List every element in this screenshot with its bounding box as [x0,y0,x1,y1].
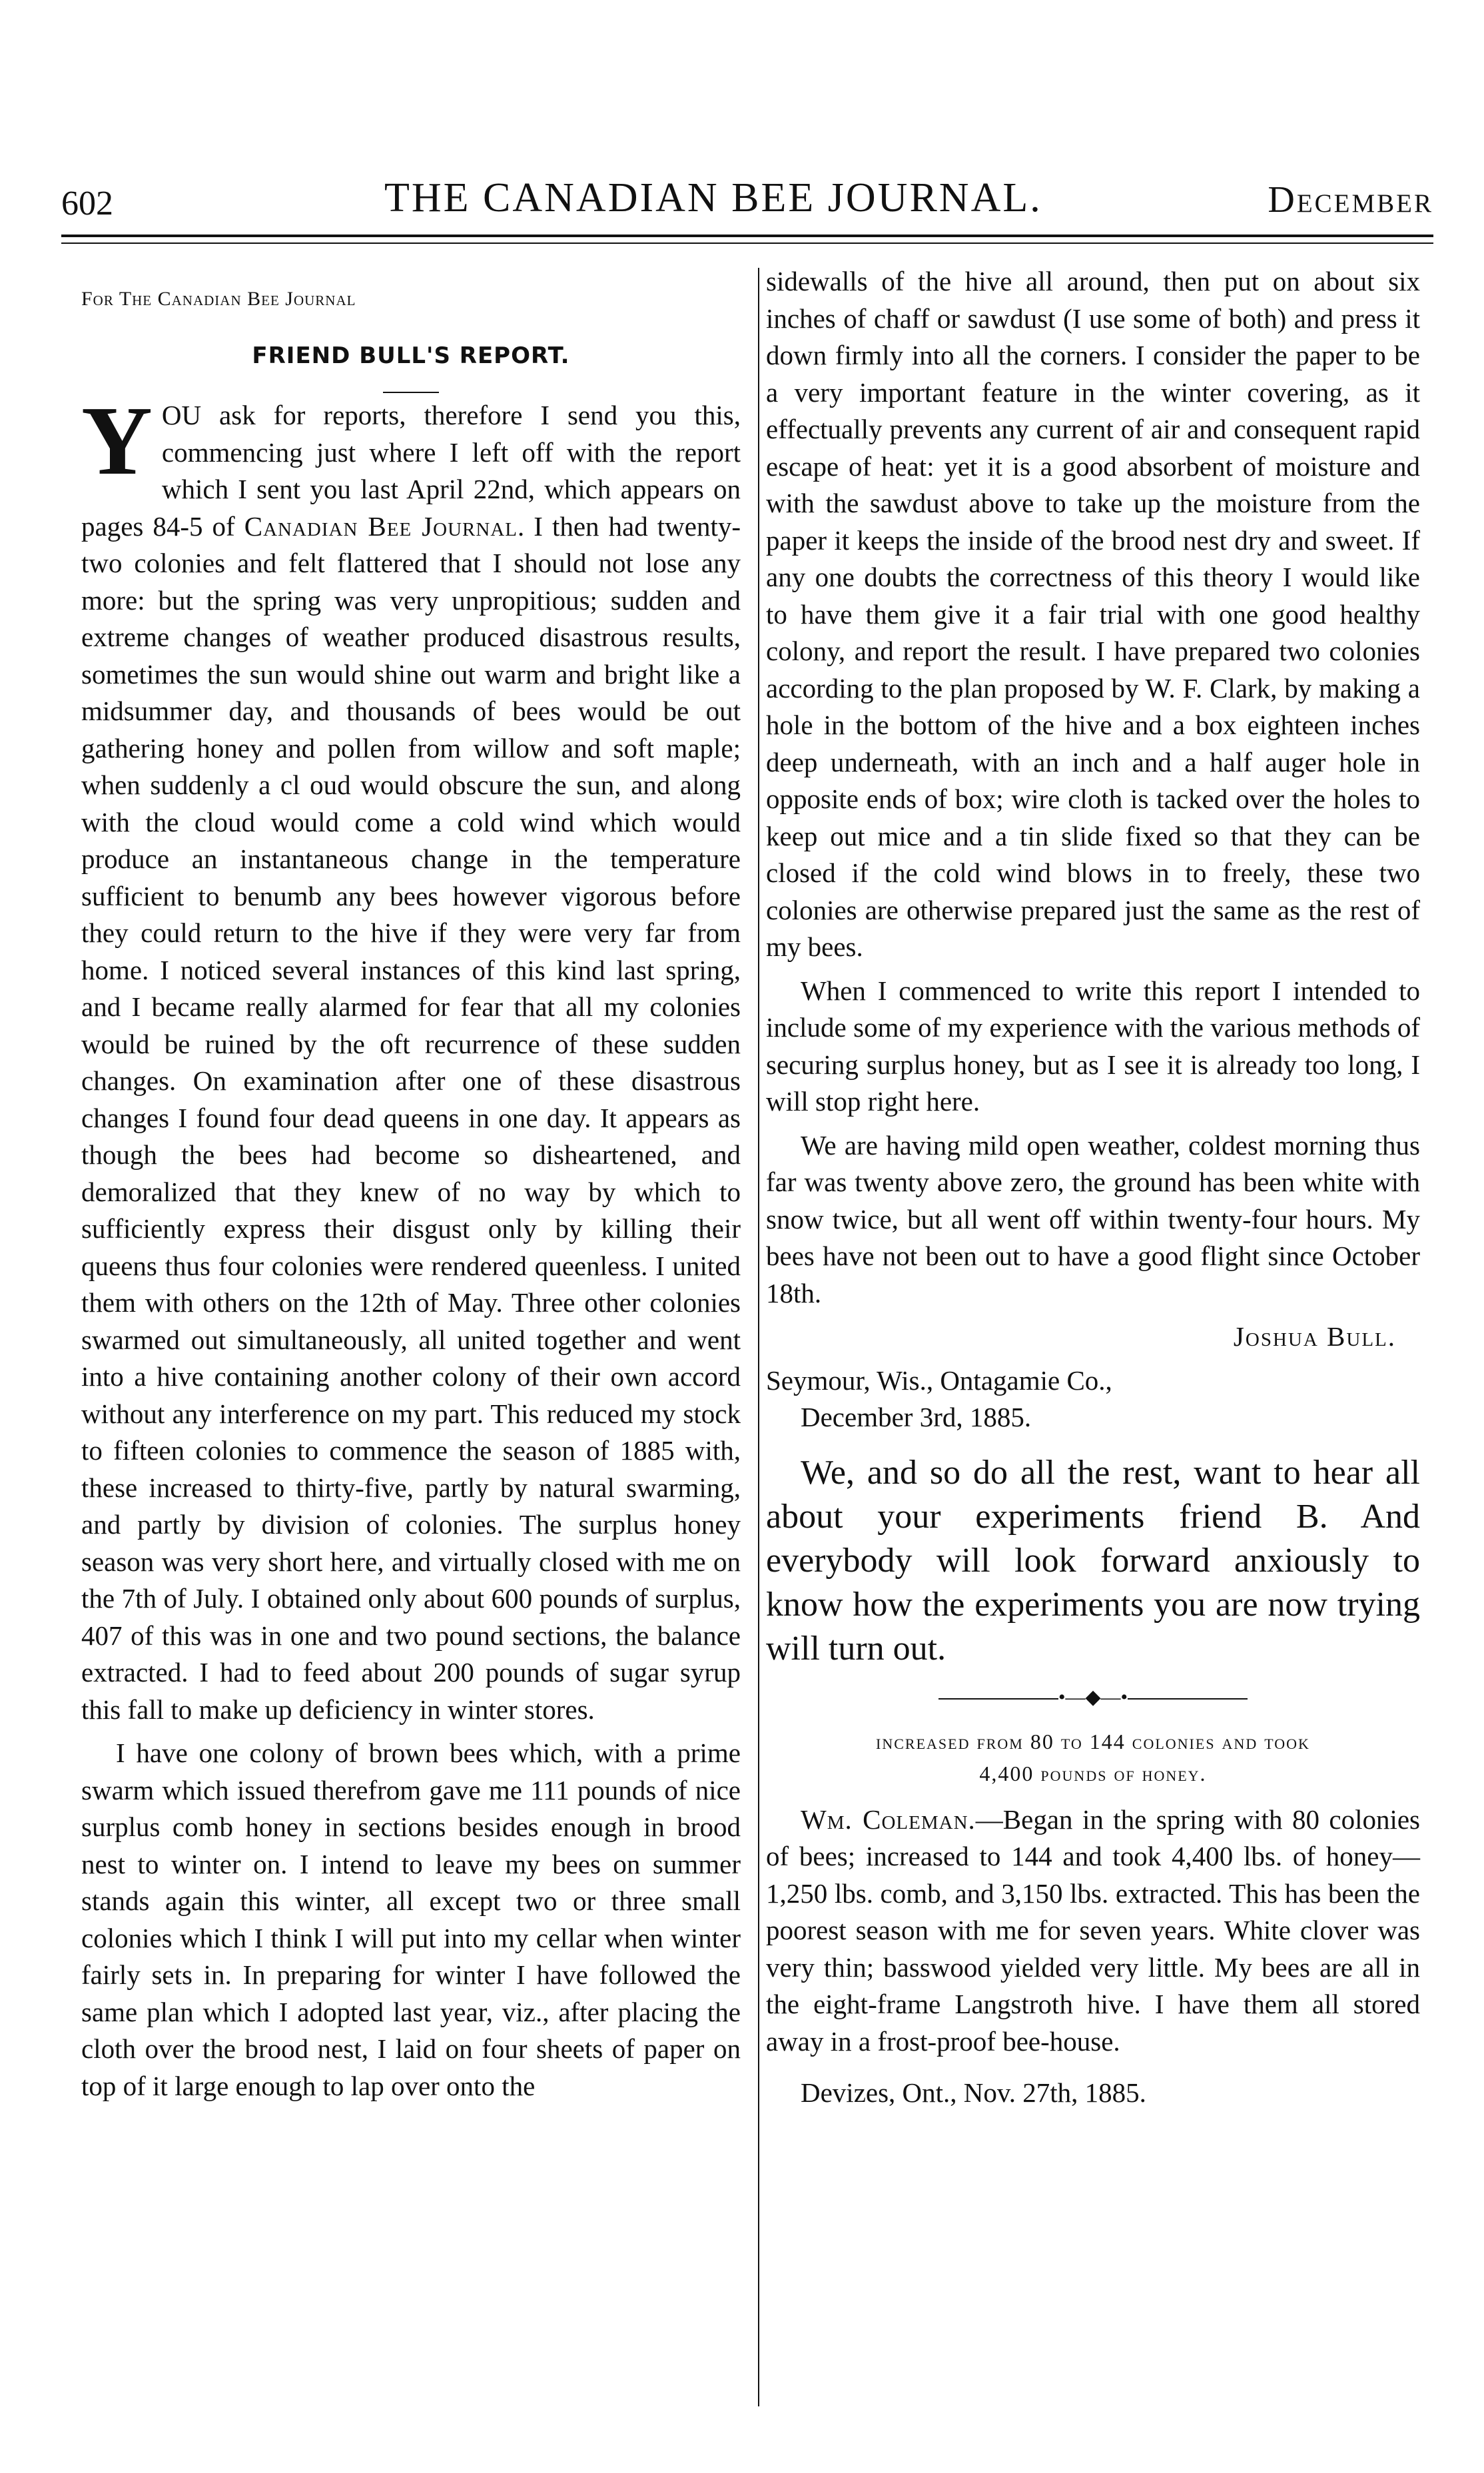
article2-dateline: Devizes, Ont., Nov. 27th, 1885. [801,2077,1146,2108]
article-dateline [766,1362,1420,1436]
title-rule [383,392,439,393]
left-column [81,263,741,2105]
running-head [61,175,1433,228]
article2-title [766,1726,1420,1789]
dateline-place: Seymour, Wis., Ontagamie Co., [766,1364,1112,1396]
drop-cap: Y [81,386,153,496]
article-paragraph: I have one colony of brown bees which, with a prime swarm which issued therefrom gave me 111 pounds of nice surplus comb honey in sections besides enough in brood nest to winter on. I intend to leave my bees on summer stands again this winter, all except two or three small colonies which I think I will put into my cellar when winter fairly sets in. In preparing for winter I have followed the same plan which I adopted last year, viz., after placing the cloth over the brood nest, I laid on four sheets of paper on top of it large enough to lap over onto the [81,1737,741,2101]
journal-name-inline: Canadian Bee Journal [244,510,518,542]
article2-text: —Began in the spring with 80 colonies of bees; increased to 144 and took 4,400 lbs. of honey—1,250 lbs. comb, and 3,150 lbs. extracted. This has been the poorest season with me for seven years. White clover was very thin; basswood yielded very little. My bees are all in the eight-frame Langstroth hive. I have them all stored away in a frost-proof bee-house. [766,1803,1421,2057]
paragraph-rest: . I then had twenty-two colonies and felt flattered that I should not lose any more: but the spring was very unpropitious; sudden and extreme changes of weather produced disastrous results, sometimes the sun would shine out warm and bright like a midsummer day, and thousands of bees would be out gathering honey and pollen from willow and soft maple; when suddenly a cl oud would obscure the sun, and along with the cloud would come a cold wind which would produce an instantaneous change in the temperature sufficient to benumb any bees however vigorous before they could return to the hive if they were very far from home. I noticed several instances of this kind last spring, and I became really alarmed for fear that all my colonies would be ruined by the oft recurrence of these sudden changes. On examination after one of these disastrous changes I found four dead queens in one day. It appears as though the bees had become so disheartened, and demoralized that they knew of no way by which to sufficiently express their disgust only by killing their queens thus four colonies were rendered queenless. I united them with others on the 12th of May. Three other colonies swarmed out simultaneously, all united together and went into a hive containing another colony of their own accord without any interference on my part. This reduced my stock to fifteen colonies to commence the season of 1885 with, these increased to thirty-five, partly by natural swarming, and partly by division of colonies. The surplus honey season was very short here, and virtually closed with me on the 7th of July. I obtained only about 600 pounds of surplus, 407 of this was in one and two pound sections, the balance extracted. I had to feed about 200 pounds of sugar syrup this fall to make up deficiency in winter stores. [81,510,741,1725]
right-column [766,263,1420,2112]
article2-title-line2: 4,400 pounds of honey. [979,1761,1207,1785]
page-number: 602 [61,185,113,223]
section-ornament [766,1684,1420,1711]
article2-body [766,1801,1420,2061]
journal-title: THE CANADIAN BEE JOURNAL. [384,175,1042,221]
paragraph-opening: OU ask for reports, therefore I send you this, commencing just where I left off with the report which I sent you last April 22nd, which appears on pages 84-5 of [81,400,741,542]
section-label: For The Canadian Bee Journal [81,288,356,310]
author-signature: Joshua Bull. [1233,1321,1396,1352]
article-paragraph: When I commenced to write this report I intended to include some of my experience with the various methods of securing surplus honey, but as I see it is already too long, I will stop right here. [766,975,1420,1117]
article2-author: Wm. Coleman. [801,1803,976,1835]
issue-month: December [1268,179,1433,221]
article-paragraph: We are having mild open weather, coldest morning thus far was twenty above zero, the ground has been white with snow twice, but all went off within twenty-four hours. My bees have not been out to have a good flight since October 18th. [766,1129,1420,1308]
article-paragraph-continued: sidewalls of the hive all around, then put on about six inches of chaff or sawdust (I use some of both) and press it down firmly into all the corners. I consider the paper to be a very important feature in the winter covering, as it effectually prevents any current of air and consequent rapid escape of heat: yet it is a good absorbent of moisture and with the sawdust above to take up the moisture from the paper it keeps the inside of the brood nest dry and sweet. If any one doubts the correctness of this theory I would like to have them give it a fair trial with one good healthy colony, and report the result. I have prepared two colonies according to the plan proposed by W. F. Clark, by making a hole in the bottom of the hive and a box eighteen inches deep underneath, with an inch and a half auger hole in opposite ends of box; wire cloth is tacked over the holes to keep out mice and a tin slide fixed so that they can be closed if the cold wind blows in to freely, these two colonies are otherwise prepared just the same as the rest of my bees. [766,266,1420,962]
ornament-glyph: •—◆—• [1058,1686,1128,1708]
dateline-date: December 3rd, 1885. [801,1402,1032,1432]
article2-title-line1: increased from 80 to 144 colonies and took [876,1729,1310,1753]
column-divider [758,268,759,2406]
article-paragraph [81,386,741,1728]
header-rule-thin [61,243,1433,244]
article-title: FRIEND BULL'S REPORT. [252,342,570,369]
editor-note: We, and so do all the rest, want to hear all about your experiments friend B. And everybody will look forward anxiously to know how the experiments you are now trying will turn out. [766,1453,1420,1668]
header-rule-thick [61,235,1433,237]
